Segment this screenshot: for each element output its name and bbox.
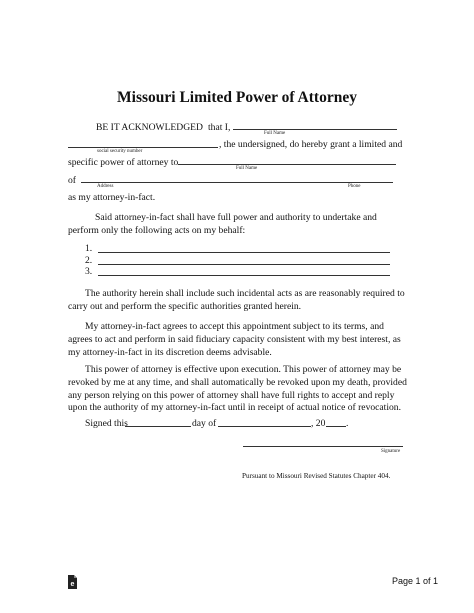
- incidental-paragraph: The authority herein shall include such incidental acts as are reasonably required to carry out and perform the specific authorities granted herein.: [68, 288, 405, 312]
- specific-power-text: specific power of attorney to: [68, 157, 179, 168]
- signed-this-text: Signed this: [85, 418, 128, 429]
- agent-name-field[interactable]: [178, 164, 396, 165]
- svg-text:e: e: [70, 581, 75, 588]
- act-number-2: 2.: [85, 255, 93, 266]
- statute-text: Pursuant to Missouri Revised Statutes Chapter 404.: [242, 472, 391, 480]
- address-label: Address: [97, 184, 114, 189]
- authority-paragraph: Said attorney-in-fact shall have full power and authority to undertake and perform only the following acts on my behalf:: [68, 212, 377, 236]
- signed-month-field[interactable]: [218, 426, 311, 427]
- full-name-label-1: Full Name: [264, 131, 286, 136]
- document-title: Missouri Limited Power of Attorney: [117, 89, 357, 106]
- full-name-label-2: Full Name: [236, 166, 258, 171]
- act-number-1: 1.: [85, 243, 93, 254]
- act-field-1[interactable]: [98, 252, 390, 253]
- act-field-2[interactable]: [98, 264, 390, 265]
- full-name-field-1[interactable]: [233, 129, 397, 130]
- signature-label: Signature: [381, 449, 401, 454]
- address-phone-field[interactable]: [81, 182, 393, 183]
- page-number: Page 1 of 1: [392, 576, 439, 586]
- effective-paragraph: This power of attorney is effective upon execution. This power of attorney may be revoked by me at any time, and shall automatically be revoked upon my death, provided any person relying on this power of attorney shall have full rights to accept and reply upon the authority of my attorney-in-fact until in receipt of actual notice of revocation.: [68, 364, 407, 414]
- year-period: .: [346, 418, 349, 429]
- signature-field[interactable]: [243, 446, 403, 447]
- undersigned-text: , the undersigned, do hereby grant a limited and: [219, 139, 403, 150]
- accept-paragraph: My attorney-in-fact agrees to accept this appointment subject to its terms, and agrees to act and perform in said fiduciary capacity consistent with my best interest, as my attorney-in-fact in its discretion deems advisable.: [68, 321, 401, 358]
- act-field-3[interactable]: [98, 275, 390, 276]
- phone-label: Phone: [348, 184, 361, 189]
- act-number-3: 3.: [85, 266, 93, 277]
- year-prefix-text: , 20: [311, 418, 326, 429]
- of-text: of: [68, 175, 76, 186]
- acknowledged-prefix: BE IT ACKNOWLEDGED: [96, 122, 203, 133]
- ssn-field[interactable]: [68, 147, 218, 148]
- signed-year-field[interactable]: [326, 426, 346, 427]
- signed-day-field[interactable]: [125, 426, 191, 427]
- ssn-label: social security number: [97, 149, 143, 154]
- attorney-in-fact-text: as my attorney-in-fact.: [68, 192, 156, 203]
- day-of-text: day of: [192, 418, 217, 429]
- that-i-text: that I,: [208, 122, 231, 133]
- eforms-logo-icon: [67, 575, 77, 589]
